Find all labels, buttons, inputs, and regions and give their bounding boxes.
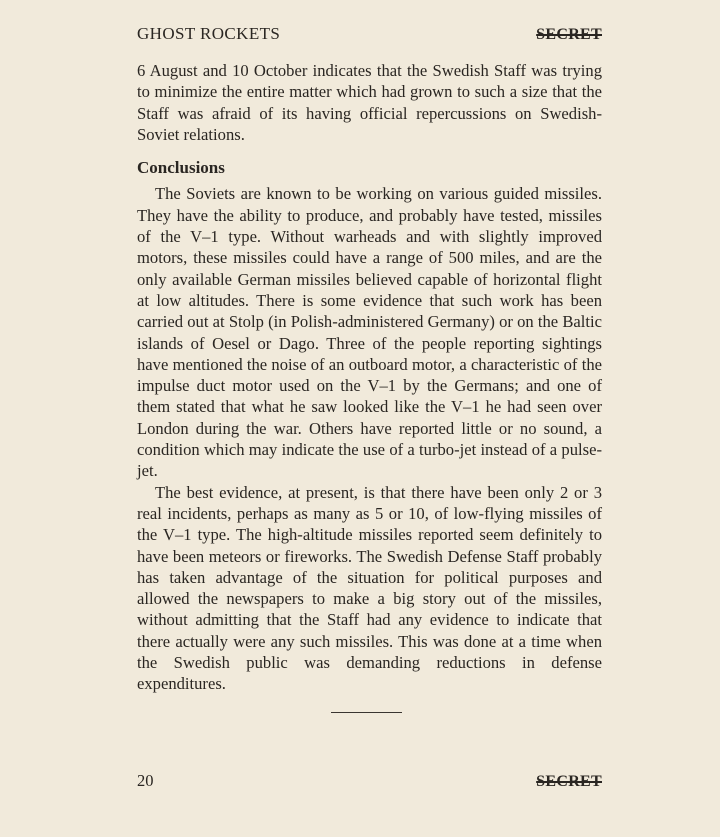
classification-marking-top: SECRET (536, 26, 602, 43)
body-paragraph-2: The best evidence, at present, is that there have been only 2 or 3 real incidents, perhaps as many as 5 or 10, of low-flying missiles of the V–1 type. The high-altitude missiles reported seem definitely to have been meteors or fireworks. The Swedish Defense Staff probably has taken advantage of the situation for political purposes and allowed the newspapers to make a big story out of the missiles, without admitting that the Staff had any evidence to indicate that there actually were any such missiles. This was done at a time when the Swedish public was demanding reductions in defense expenditures. (137, 482, 602, 694)
page-footer (137, 771, 602, 791)
intro-paragraph: 6 August and 10 October indicates that the Swedish Staff was trying to minimize the entire matter which had grown to such a size that the Staff was afraid of its having official repercussions on Swedish-Soviet relations. (137, 61, 602, 144)
classification-marking-bottom: SECRET (536, 773, 602, 790)
section-heading: Conclusions (137, 158, 225, 178)
running-title: GHOST ROCKETS (137, 24, 281, 43)
page-header (137, 24, 602, 44)
body-paragraph-1: The Soviets are known to be working on various guided missiles. They have the ability to produce, and probably have tested, missiles of the V–1 type. Without warheads and with slightly improved motors, these missiles could have a range of 500 miles, and are the only available German missiles believed capable of horizontal flight at low altitudes. There is some evidence that such work has been carried out at Stolp (in Polish-administered Germany) or on the Baltic islands of Oesel or Dago. Three of the people reporting sightings have mentioned the noise of an outboard motor, a characteristic of the impulse duct motor used on the V–1 by the Germans; and one of them stated that what he saw looked like the V–1 he had seen over London during the war. Others have reported little or no sound, a condition which may indicate the use of a turbo-jet instead of a pulse-jet. (137, 184, 602, 481)
page-number: 20 (137, 771, 154, 790)
page-body (137, 60, 602, 695)
end-divider (331, 712, 402, 713)
